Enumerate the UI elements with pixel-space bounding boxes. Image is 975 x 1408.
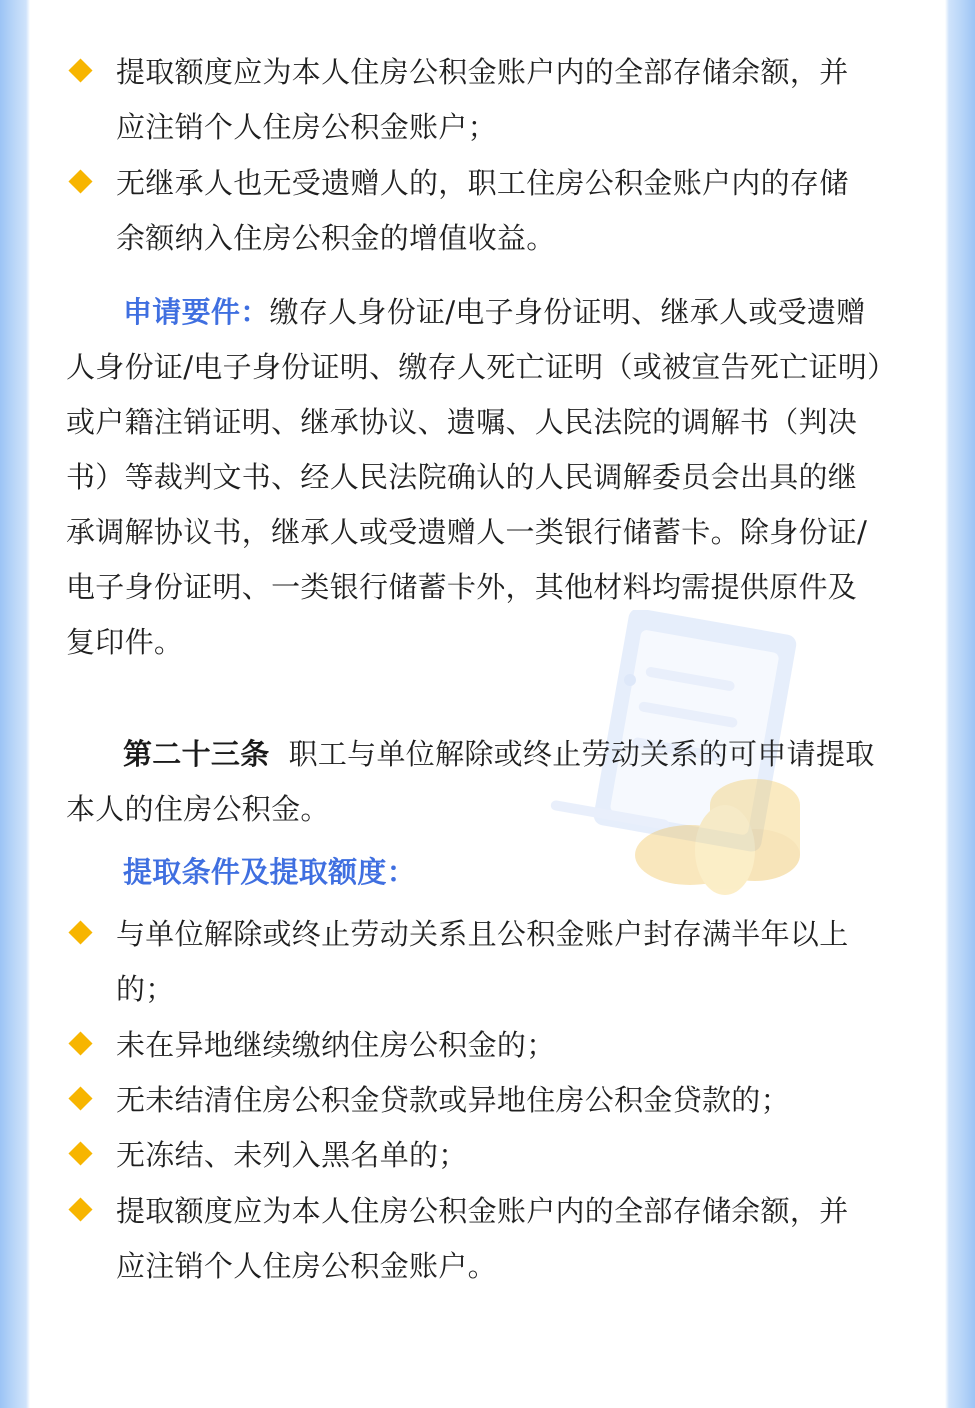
paragraph-line: 书）等裁判文书、经人民法院确认的人民调解委员会出具的继 xyxy=(66,460,858,494)
paragraph-line: 无冻结、未列入黑名单的； xyxy=(116,1138,468,1172)
article-23-first-text: 职工与单位解除或终止劳动关系的可申请提取 xyxy=(288,737,875,771)
application-first-text: 缴存人身份证/电子身份证明、继承人或受遗赠 xyxy=(269,295,866,329)
bullet-diamond-icon xyxy=(68,1141,92,1165)
bullet-diamond-icon xyxy=(68,920,92,944)
paragraph-line: 电子身份证明、一类银行储蓄卡外，其他材料均需提供原件及 xyxy=(66,570,858,604)
bullet-diamond-icon xyxy=(68,1197,92,1221)
article-23-first-line xyxy=(123,737,875,771)
article-23-label: 第二十三条 xyxy=(123,737,270,771)
bullet-diamond-icon xyxy=(68,169,92,193)
conditions-label: 提取条件及提取额度： xyxy=(123,855,417,889)
paragraph-line: 应注销个人住房公积金账户。 xyxy=(116,1249,497,1283)
paragraph-line: 提取额度应为本人住房公积金账户内的全部存储余额，并 xyxy=(116,1194,849,1228)
paragraph-line: 与单位解除或终止劳动关系且公积金账户封存满半年以上 xyxy=(116,917,849,951)
paragraph-line: 的； xyxy=(116,972,175,1006)
paragraph-line: 复印件。 xyxy=(66,625,184,659)
bullet-diamond-icon xyxy=(68,1086,92,1110)
paragraph-line: 或户籍注销证明、继承协议、遗嘱、人民法院的调解书（判决 xyxy=(66,405,858,439)
paragraph-line: 未在异地继续缴纳住房公积金的； xyxy=(116,1028,556,1062)
application-label: 申请要件： xyxy=(123,295,270,329)
bullet-diamond-icon xyxy=(68,58,92,82)
paragraph-line: 人身份证/电子身份证明、缴存人死亡证明（或被宣告死亡证明） xyxy=(66,350,897,384)
paragraph-line: 提取额度应为本人住房公积金账户内的全部存储余额，并 xyxy=(116,55,849,89)
paragraph-line: 无继承人也无受遗赠人的，职工住房公积金账户内的存储 xyxy=(116,166,849,200)
paragraph-line: 承调解协议书，继承人或受遗赠人一类银行储蓄卡。除身份证/ xyxy=(66,515,868,549)
application-first-line xyxy=(123,295,866,329)
paragraph-line: 无未结清住房公积金贷款或异地住房公积金贷款的； xyxy=(116,1083,790,1117)
bullet-diamond-icon xyxy=(68,1031,92,1055)
paragraph-line: 应注销个人住房公积金账户； xyxy=(116,110,497,144)
paragraph-line: 本人的住房公积金。 xyxy=(66,792,330,826)
paragraph-line: 余额纳入住房公积金的增值收益。 xyxy=(116,221,556,255)
